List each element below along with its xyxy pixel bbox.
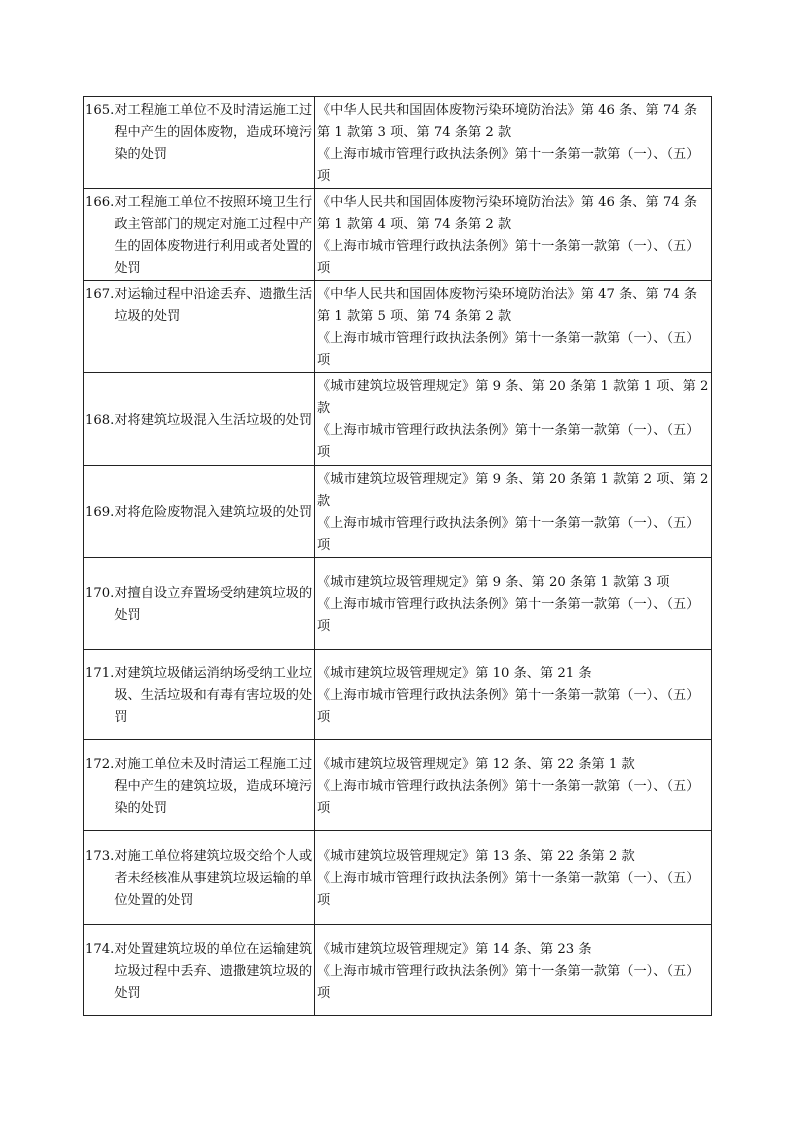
basis-line: 《城市建筑垃圾管理规定》第 9 条、第 20 条第 1 款第 1 项、第 2 款 — [317, 379, 709, 416]
basis-line: 《城市建筑垃圾管理规定》第 10 条、第 21 条 — [317, 666, 592, 681]
item-number: 173. — [85, 849, 115, 864]
item-number: 166. — [85, 195, 115, 210]
table-row — [84, 281, 712, 373]
penalty-table-body — [84, 97, 712, 1016]
basis-line: 《上海市城市管理行政执法条例》第十一条第一款第（一）、（五）项 — [317, 597, 700, 634]
basis-line: 《城市建筑垃圾管理规定》第 12 条、第 22 条第 1 款 — [317, 756, 635, 772]
penalty-table — [83, 96, 712, 1016]
basis-cell — [315, 466, 712, 558]
item-number: 171. — [85, 666, 115, 681]
item-cell — [84, 740, 315, 831]
item-text: 对将危险废物混入建筑垃圾的处罚 — [114, 505, 313, 520]
basis-cell — [315, 373, 712, 466]
item-cell — [84, 466, 315, 558]
basis-cell — [315, 558, 712, 650]
basis-line: 《中华人民共和国固体废物污染环境防治法》第 46 条、第 74 条第 1 款第 4 项、第 74 条第 2 款 — [317, 195, 698, 232]
basis-line: 《中华人民共和国固体废物污染环境防治法》第 47 条、第 74 条第 1 款第 5 项、第 74 条第 2 款 — [317, 287, 698, 324]
basis-cell — [315, 831, 712, 925]
item-number: 168. — [85, 412, 115, 428]
table-row — [84, 97, 712, 189]
basis-line: 《上海市城市管理行政执法条例》第十一条第一款第（一）、（五）项 — [317, 871, 700, 908]
basis-line: 《上海市城市管理行政执法条例》第十一条第一款第（一）、（五）项 — [317, 331, 700, 368]
item-cell — [84, 189, 315, 281]
table-row — [84, 831, 712, 925]
item-cell — [84, 650, 315, 740]
item-number: 174. — [85, 941, 115, 957]
item-cell — [84, 97, 315, 189]
table-row — [84, 650, 712, 740]
basis-line: 《上海市城市管理行政执法条例》第十一条第一款第（一）、（五）项 — [317, 778, 700, 816]
item-number: 172. — [85, 756, 115, 772]
item-cell — [84, 558, 315, 650]
table-row — [84, 925, 712, 1016]
table-row — [84, 740, 712, 831]
item-number: 165. — [85, 103, 115, 118]
basis-cell — [315, 189, 712, 281]
basis-line: 《上海市城市管理行政执法条例》第十一条第一款第（一）、（五）项 — [317, 423, 700, 460]
item-number: 170. — [85, 586, 115, 601]
item-text: 对工程施工单位不按照环境卫生行政主管部门的规定对施工过程中产生的固体废物进行利用或者处置的处罚 — [114, 195, 313, 276]
basis-cell — [315, 925, 712, 1016]
item-text: 对工程施工单位不及时清运施工过程中产生的固体废物，造成环境污染的处罚 — [114, 103, 313, 162]
table-row — [84, 558, 712, 650]
item-text: 对施工单位将建筑垃圾交给个人或者未经核准从事建筑垃圾运输的单位处置的处罚 — [114, 849, 313, 908]
item-text: 对擅自设立弃置场受纳建筑垃圾的处罚 — [114, 586, 313, 623]
item-text: 对施工单位未及时清运工程施工过程中产生的建筑垃圾，造成环境污染的处罚 — [114, 756, 313, 816]
basis-line: 《城市建筑垃圾管理规定》第 9 条、第 20 条第 1 款第 2 项、第 2 款 — [317, 472, 709, 509]
item-text: 对将建筑垃圾混入生活垃圾的处罚 — [114, 412, 313, 428]
basis-line: 《上海市城市管理行政执法条例》第十一条第一款第（一）、（五）项 — [317, 147, 700, 184]
basis-line: 《上海市城市管理行政执法条例》第十一条第一款第（一）、（五）项 — [317, 688, 700, 725]
basis-cell — [315, 740, 712, 831]
item-cell — [84, 925, 315, 1016]
item-cell — [84, 373, 315, 466]
item-number: 167. — [85, 287, 115, 302]
basis-line: 《上海市城市管理行政执法条例》第十一条第一款第（一）、（五）项 — [317, 239, 700, 276]
basis-line: 《城市建筑垃圾管理规定》第 13 条、第 22 条第 2 款 — [317, 849, 635, 864]
item-text: 对运输过程中沿途丢弃、遗撒生活垃圾的处罚 — [114, 287, 313, 324]
basis-cell — [315, 97, 712, 189]
basis-line: 《上海市城市管理行政执法条例》第十一条第一款第（一）、（五）项 — [317, 516, 700, 553]
basis-cell — [315, 281, 712, 373]
item-cell — [84, 281, 315, 373]
basis-cell — [315, 650, 712, 740]
basis-line: 《城市建筑垃圾管理规定》第 9 条、第 20 条第 1 款第 3 项 — [317, 575, 670, 590]
table-row — [84, 373, 712, 466]
item-text: 对建筑垃圾储运消纳场受纳工业垃圾、生活垃圾和有毒有害垃圾的处罚 — [114, 666, 313, 725]
basis-line: 《城市建筑垃圾管理规定》第 14 条、第 23 条 — [317, 941, 592, 957]
item-number: 169. — [85, 505, 115, 520]
basis-line: 《中华人民共和国固体废物污染环境防治法》第 46 条、第 74 条第 1 款第 3 项、第 74 条第 2 款 — [317, 103, 698, 140]
item-text: 对处置建筑垃圾的单位在运输建筑垃圾过程中丢弃、遗撒建筑垃圾的处罚 — [114, 941, 313, 1001]
basis-line: 《上海市城市管理行政执法条例》第十一条第一款第（一）、（五）项 — [317, 963, 700, 1001]
table-row — [84, 189, 712, 281]
item-cell — [84, 831, 315, 925]
table-row — [84, 466, 712, 558]
